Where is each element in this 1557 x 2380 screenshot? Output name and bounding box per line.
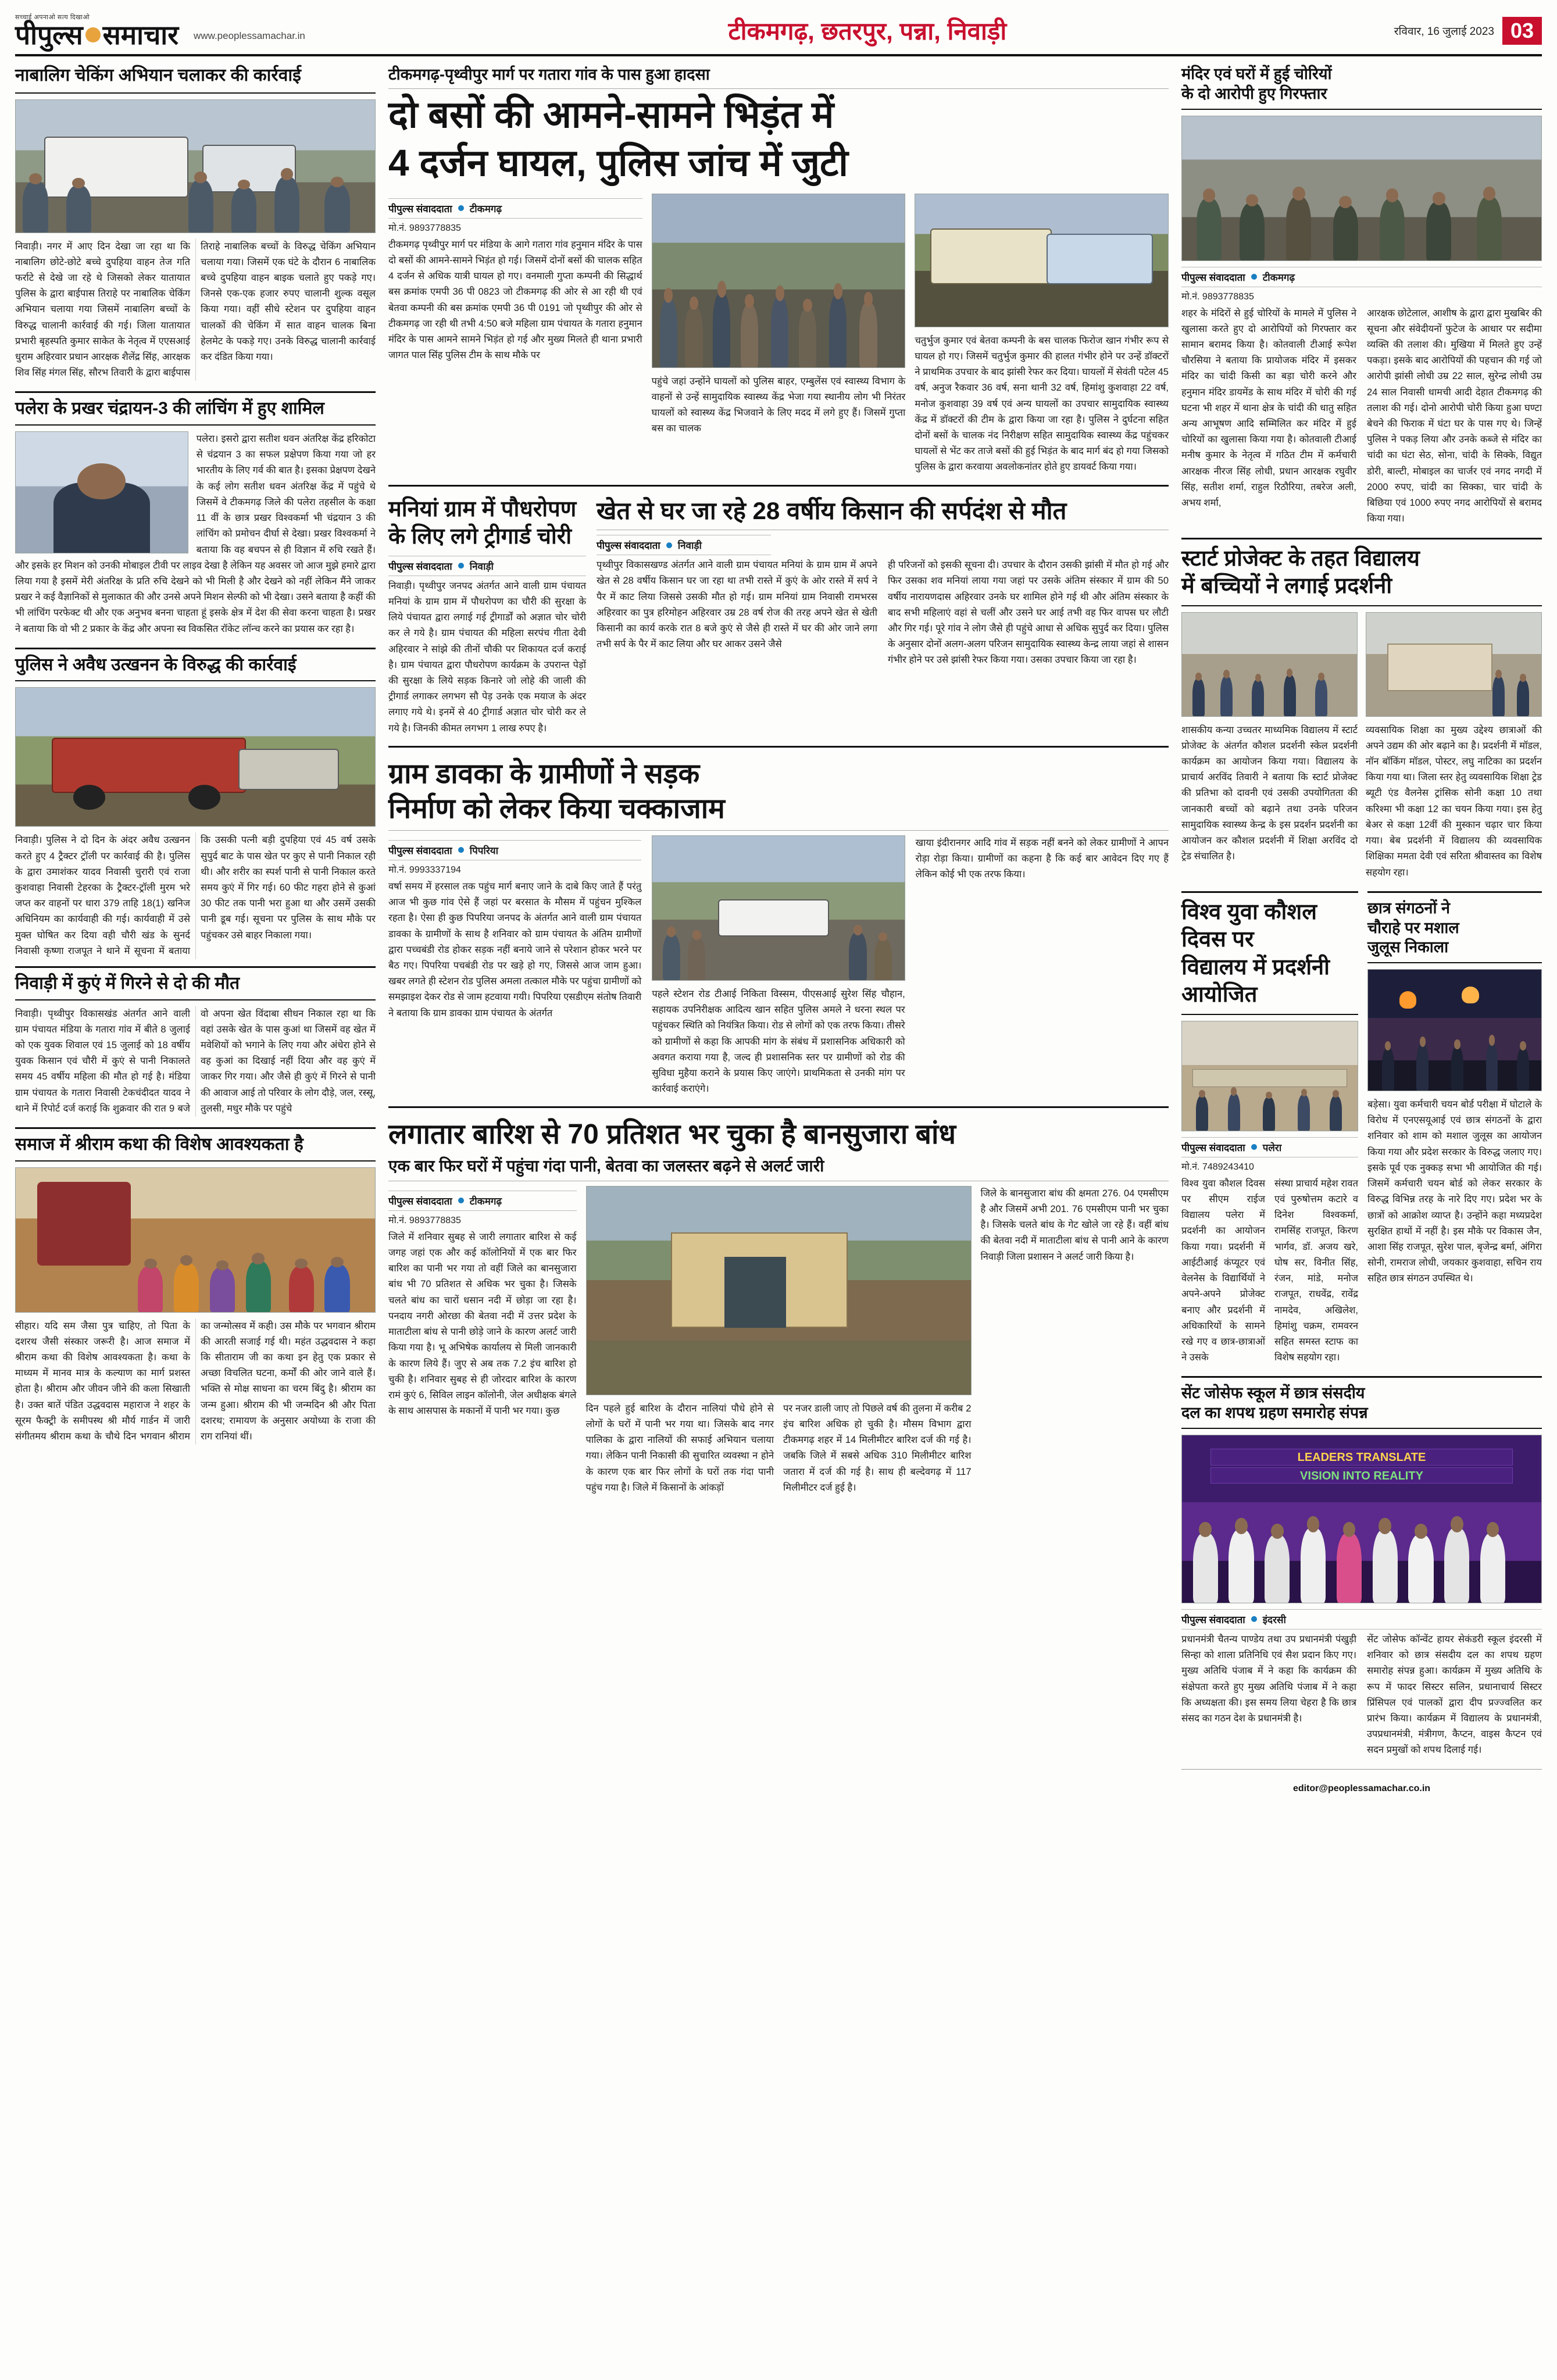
byline-location: निवाड़ी bbox=[469, 560, 494, 572]
article-body: निवाड़ी। नगर में आए दिन देखा जा रहा था कि नाबालिग छोटे-छोटे बच्चे दुपहिया वाहन तेज गति फर्राटे से देखे जा रहे थे जिसको लेकर यातायात पुलिस के द्वारा बाईपास तिराहे पर नाबालिक चेकिंग अभियान चलाया गया जिसमें नाबालिग बच्चों के विरुद्ध चालानी कार्रवाई की गई। जिला यातायात प्रभारी बृहस्पति कुमार साकेत के नेतृत्व में एएसआई धुराम अहिरवार प्रधान आरक्षक शैलेंद्र सिंह, आरक्षक शिव सिंह मंगल सिंह, सौरभ तिवारी के द्वारा बाईपास तिराहे नाबालिक बच्चों के विरुद्ध चेकिंग अभियान चलाया गया। जिसमें एक घंटे के दौरान 6 नाबालिक बच्चे दुपहिया वाहन बाइक चलाते हुए पकड़े गए। जिनसे एक-एक हजार रुपए चालानी शुल्क वसूल किया गया। वहीं सीधे स्टेशन पर दुपहिया वाहन चालकों की चेकिंग में सात वाहन चालक बिना हेलमेट के पकड़े गए। उनके विरुद्ध चालानी कार्रवाई कर दंडित किया गया। bbox=[15, 241, 376, 378]
page-grid bbox=[15, 65, 1542, 1797]
byline-mobile: मो.नं. 9893778835 bbox=[1181, 291, 1254, 302]
photo-torch-procession bbox=[1367, 969, 1542, 1091]
article-body-col1: शासकीय कन्या उच्चतर माध्यमिक विद्यालय में स्टार्ट प्रोजेक्ट के अंतर्गत कौशल प्रदर्शनी स्केल प्रदर्शनी कार्यक्रम का आयोजन किया गया। विद्यालय के प्राचार्य अरविंद तिवारी ने बताया कि स्टार्ट प्रोजेक्ट की प्रतिभा को दावनी एवं उसकी उपयोगितता की जानकारी बच्चों को बढ़ाने तथा उनके परिजन सामुदायिक स्वास्थ्य केन्द्र के इस प्रदर्शन प्रदर्शनी का आयोजन कर कौशल प्रदर्शनी में शिक्षा अरविंद दो ट्रेड संचालित है। bbox=[1181, 724, 1358, 862]
byline bbox=[388, 556, 586, 576]
sub-headline: एक बार फिर घरों में पहुंचा गंदा पानी, बेतवा का जलस्तर बढ़ने से अलर्ट जारी bbox=[388, 1157, 824, 1175]
byline bbox=[1181, 267, 1542, 287]
right-column bbox=[1181, 65, 1542, 1797]
byline bbox=[1181, 1137, 1358, 1157]
sub-headline: निवाड़ी में कुएं में गिरने से दो की मौत bbox=[15, 966, 376, 1000]
photo-bus-accident bbox=[915, 194, 1169, 327]
byline-mobile: मो.नं. 9993337194 bbox=[388, 864, 461, 875]
article-body-col1: टीकमगढ़ पृथ्वीपुर मार्ग पर मंडिया के आगे गतारा गांव हनुमान मंदिर के पास दो बसों की आमने-सामने भिड़ंत हो गई। जिसमें दोनों बसों की चालक सहित 4 दर्जन से अधिक यात्री घायल हो गए। वनमाली गुप्ता कम्पनी की सिद्धार्थ बस क्रमांक एमपी 36 पी 0823 जो टीकमगढ़ की ओर से आ रही थी एवं बेतवा कम्पनी की बस क्रमांक एमपी 36 पी 0191 जो पृथ्वीपुर की ओर से टीकमगढ़ जा रही थी तभी 4:50 बजे महिला ग्राम पंचायत के गतारा हनुमान मंदिर के पास आमने सामने भिड़ंत हो गई और मुख्य मिलते ही थाना प्रभारी जागत पाल सिंह पुलिस टीम के साथ मौके पर bbox=[388, 239, 642, 361]
byline-author: पीपुल्स संवाददाता bbox=[388, 560, 452, 572]
headline-line-1: विश्व युवा कौशल दिवस पर bbox=[1181, 891, 1358, 954]
middle-column bbox=[388, 65, 1169, 1797]
byline-location: निवाड़ी bbox=[677, 540, 702, 552]
photo-road-blockade bbox=[652, 835, 905, 981]
article-body-col1: पृथ्वीपुर विकासखण्ड अंतर्गत आने वाली ग्राम पंचायत मनियां के ग्राम ग्राम में अपने खेत से 28 वर्षीय किसान घर जा रहा था तभी रास्ते में कुएं के ओर रास्ते में सर्प ने पैर में काट लिया जिससे उसकी मौत हो गई। ग्राम मनियां ग्राम निवासी रामभरस अहिरवार का पुत्र हरिमोहन अहिरवार उम्र 28 वर्ष रोज की तरह अपने खेत से खेती किसानी का कार्य करके रात 8 बजे कुएं से जैसे ही रास्ते में घर की ओर जाने लगा तभी सर्प के पैर में काट लिया और घर आकर उसने जैसे bbox=[597, 560, 877, 650]
byline-bullet-icon bbox=[458, 205, 464, 211]
byline-location: पिपरिया bbox=[469, 845, 499, 856]
article-body: सीहार। यदि सम जैसा पुत्र चाहिए, तो पिता के दशरथ जैसी संस्कार जरूरी है। आज समाज में श्रीराम कथा की विशेष आवश्यकता है। कथा के माध्यम में मानव मात्र के कल्याण का मार्ग प्रशस्त होता है। श्रीराम और जीवन जीने की कला सिखाती है। उक्त बातें पंडित उद्धवदास महाराज ने शहर के सूरम फैक्ट्री के समीपस्थ श्री मौर्य गार्डन में जारी संगीतमय श्रीराम कथा के चौथे दिन भगवान श्रीराम का जन्मोत्सव में कही। उस मौके पर भगवान श्रीराम की आरती सजाई गई थी। महंत उद्धवदास ने कहा कि सीताराम जी का कथा इन हेतु एक प्रकार से अच्छा विचलित घटना, कर्मों की ओर जाने वाले हैं। भक्ति से मोक्ष साधना का चरम बिंदु है। श्रीराम का जन्म हुआ। श्रीराम की भी जन्मदिन श्री और पिता दशरथ; रामायण के अनुसार अयोध्या के राजा की राग रानियां थीं। bbox=[15, 1320, 376, 1442]
article-illegal-mining bbox=[15, 648, 376, 1117]
article-bus-accident bbox=[388, 65, 1169, 476]
byline-mobile: मो.नं. 7489243410 bbox=[1181, 1162, 1254, 1172]
article-body-col2: आरक्षक छोटेलाल, आशीष के द्वारा द्वारा मुखबिर की सूचना और संवेदीयनों फुटेज के आधार पर सदीमा व्यक्ति की तलाश की। मुखिया में मिलते हुए उन्हें पकड़ा। इसके बाद आरोपियों की पहचान की गई जो आरोपी झांसी लोधी उम्र 22 साल, सुरेन्द्र लोधी उम्र 24 साल निवासी धामची आदी देहात टीकमगढ़ की तलाश की गई। दोनो आरोपी चोरी किया हुआ घण्टा बेचने की फिराक में घंटा घर के पास गए थे। जिन्हें पुलिस ने पकड़ लिया और उनके कब्जे से मंदिर का चांदी का घंटा सेठ, सोना, चांदी के सिक्के, विद्युत डोरी, बाल्टी, मोबाइल का चार्जर एवं नगद नगदी में 2000 रुपए, चांदी का सिक्का, चार चांदी के बिछिया एवं 1000 रुपए नगद आरोपियों से बरामद किया गया। bbox=[1367, 308, 1542, 524]
editor-email[interactable]: editor@peoplessamachar.co.in bbox=[1292, 1783, 1431, 1793]
byline bbox=[1181, 1609, 1542, 1629]
masthead bbox=[15, 13, 1542, 56]
article-road-blockade bbox=[388, 757, 1169, 1098]
headline: मनियां ग्राम में पौधरोपण के लिए लगे ट्रीगार्ड चोरी bbox=[388, 496, 577, 549]
byline-location: टीकमगढ़ bbox=[469, 1195, 502, 1207]
logo-tagline: सच्चाई अपनाओ सत्य दिखाओ bbox=[15, 14, 90, 21]
article-body: निवाड़ी। पुलिस ने दो दिन के अंदर अवैध उत्खनन करते हुए 4 ट्रैक्टर ट्रॉली पर कार्रवाई की है। पुलिस के द्वारा उमाशंकर यादव निवासी चुरारी एवं राजा कुशवाहा निवासी टेहरका के ट्रैक्टर-ट्रॉली मुरम भरे जप्त कर वाहनों पर धारा 379 ताहि 18(1) खनिज अधिनियम का कार्यवाही की गई। कार्यवाही में उसे मुक्त घोषित कर दिया वही चौरी खंड के सुनर्द निवासी कृष्णा राजपूत ने थाने में सूचना में बताया कि उसकी पत्नी बड़ी दुपहिया एवं 45 वर्ष उसके सुपुर्द बाट के पास खेत पर कुए से पानी निकाल रही थी। और शरीर का स्पर्श पानी से पानी निकाल करते समय कुएं में गिर गई। 60 फीट गहरा होने से कुआं 30 फीट तक पानी भरा हुआ था और उसमें उसकी पानी डूब गई। सूचना पर पुलिस के साथ मौके पर पहुंचकर उसे बाहर निकाला गया। bbox=[15, 835, 376, 956]
byline-location: इंदरसी bbox=[1262, 1614, 1286, 1625]
article-body: पलेरा। इसरो द्वारा सतीश धवन अंतरिक्ष केंद्र हरिकोटा से चंद्रयान 3 का सफल प्रक्षेपण किया गया जो हर भारतीय के लिए गर्व की बात है। इसका प्रेक्षपण देखने के कई लोग सतीश धवन अंतरिक्ष केंद्र में पहुंचे थे जिसमें वे टीकमगढ़ जिले की पलेरा तहसील के कक्षा 11 वीं के छात्र प्रखर विश्वकर्मा भी चंद्रयान 3 की लांचिंग को प्रमोचन दीर्घा से देखा। प्रखर विश्वकर्मा ने बताया कि वह बचपन से ही विज्ञान में रुचि रखते हैं। और इसके हर मिशन को उनकी मोबाइल टीवी पर लाइव देखा है लेकिन यह अवसर जो आज मुझे हमारे द्वारा लिया गया है इसमें मेरी अंतरिक्ष के प्रति रुचि देखने को भी मिली है और देखने को नहीं लेकिन मैंने जाकर प्रखर ने कई वैज्ञानिकों से मुलाकात की और उनसे अपने मिशन सेल्फी को भी देखा। उसने बताया है कहीं की भी लांचिंग परफेक्ट थी और एक अनुभव बनना चाहता हूं इसके क्षेत्र में देश की सेवा करना चाहता है। प्रखर ने बताया कि वो भी 2 प्रकार के केंद्र और अपना स्व विकसित रॉकेट लॉन्च करने का प्रयास कर रहा है। bbox=[15, 433, 376, 634]
headline-line-2: चौराहे पर मशाल bbox=[1367, 919, 1459, 937]
headline-line-2: निर्माण को लेकर किया चक्काजाम bbox=[388, 793, 725, 824]
headline-line-2: के दो आरोपी हुए गिरफ्तार bbox=[1181, 84, 1542, 110]
article-stjoseph-oath bbox=[1181, 1376, 1542, 1758]
article-body-col3: चतुर्भुज कुमार एवं बेतवा कम्पनी के बस चालक फिरोज खान गंभीर रूप से घायल हो गए। जिसमें चतुर्भुज कुमार की हालत गंभीर होने पर उन्हें डॉक्टरों ने प्राथमिक उपचार के बाद झांसी रेफर कर दिया। घायलों में सेवंती पटेल 45 वर्ष, अनुज रैकवार 36 वर्ष, सना थानी 32 वर्ष, हिमांशु कुशवाहा 22 वर्ष, मनोज कुशवाहा 39 वर्ष एवं अन्य घायलों का उपचार सामुदायिक स्वास्थ्य केंद्र में डॉक्टरों की टीम के द्वारा किया जा रहा है। पुलिस ने दुर्घटना सहित दोनों बसों के चालक नंद निरीक्षण सहित सामुदायिक स्वास्थ्य केंद्र पहुंचकर घायलों से भेंट कर ताजे बसों की हुई भिड़ंत के बाद मार्ग बंद हो गया जिसको पुलिस के द्वारा करवाया अवलोकनांतर होते हुए डायवर्ट किया गया। bbox=[915, 335, 1169, 473]
article-body-col2: ही परिजनों को इसकी सूचना दी। उपचार के दौरान उसकी झांसी में मौत हो गई और फिर उसका शव मनियां लाया गया जहां पर उसके अंतिम संस्कार में ग्राम की 50 वर्षीय नारायणदास अहिरवार उनके घर शामिल होने गई थी और अंतिम संस्कार के बाद सभी महिलाएं वहां से चलीं और उसने घर आई तभी वह फिर वापस घर लौटी और गिर गई। पूरे गांव ने लोग जैसे ही पहुंचे आधा से अधिक सुपुर्द कर दिया। पुलिस के अनुसार दोनों अलग-अलग परिजन सामुदायिक स्वास्थ्य केन्द्र लाया जहां से शासन गंभीर होने पर उसे झांसी रेफर किया गया। उसका उपचार किया जा रहा है। bbox=[888, 560, 1169, 666]
article-body-col3: खाया इंदीरानगर आदि गांव में सड़क नहीं बनने को लेकर ग्रामीणों ने आपन रोड़ा रोड़ा किया। ग्रामीणों का कहना है कि कई बार आवेदन दिए गए हैं लेकिन कोई भी एक तरफ किया। bbox=[915, 837, 1169, 880]
photo-tractor-trolley bbox=[15, 687, 376, 827]
article-torch-procession bbox=[1367, 891, 1542, 1366]
article-body-secondary: निवाड़ी। पृथ्वीपुर विकासखंड अंतर्गत आने वाली ग्राम पंचायत मंडिया के गतारा गांव में बीते 8 जुलाई को एक युवक शिवाल एवं 15 जुलाई को 18 वर्षीय युवक किसान एवं चौरी में कुएं से पानी निकालते समय 45 वर्षीय महिला की मौत हो गई है। मंडिया ग्राम पंचायत के गतारा निवासी टेकचंदीदत यादव ने थाने में रिपोर्ट दर्ज कराई कि शुक्रवार की रात 9 बजे वो अपना खेत विंदाबा सीधन निकाल रहा था कि वहां उसके खेत के पास कुआं था जिसमें वह खेत में मवेशियों को भगाने के लिए गया और अंधेरा होने से वह कुआं का दिखाई नहीं दिया और वह कुएं में जाकर गिर गया। और जैसे ही कुएं में गिरने से पानी की आवाज आई तो परिवार के लोग दौड़े, जल, रस्सू, तुलसी, मधुर मौके पर पहुंचे bbox=[15, 1008, 376, 1114]
article-body-col1: विश्व युवा कौशल दिवस पर सीएम राईज विद्यालय पलेरा में प्रदर्शनी का आयोजन किया गया। प्रदर्शनी में आईटीआई कंप्यूटर एवं वेलनेस के विद्यार्थियों ने अपने-अपने प्रोजेक्ट बनाए और प्रदर्शनी में अधिकारियों के सामने रखे गए व छात्र-छात्राओं ने उसके bbox=[1181, 1178, 1265, 1363]
headline: लगातार बारिश से 70 प्रतिशत भर चुका है बानसुजारा बांध bbox=[388, 1119, 956, 1150]
article-chandrayaan bbox=[15, 391, 376, 637]
website-url[interactable]: www.peoplessamachar.in bbox=[194, 30, 305, 41]
article-body: निवाड़ी। पृथ्वीपुर जनपद अंतर्गत आने वाली ग्राम पंचायत मनियां के ग्राम ग्राम में पौधरोपण का चौरी की सुरक्षा के लिये पंचायत द्वारा लगाई गई ट्रीगार्डों को अज्ञात चोर चोरी कर ले गये है। ग्राम पंचायत की महिला सरपंच गीता देवी अहिरवार ने सांझे की तीनों चौकी पर शिकायत दर्ज कराई है। ग्राम पंचायत द्वारा पौधरोपण कार्यक्रम के उपरान्त पेड़ों की सुरक्षा के लिये सड़क किनारे जो लोहे की जाली की ट्रीगार्ड लगाकर लगभग सौ पेड़ उनके एक मयाज के अंदर लगाए गये थे। इनमें से 40 ट्रीगार्ड अज्ञात चोर चोरी कर ले गये है। जिनकी कीमत लगभग 1 लाख रुपए है। bbox=[388, 580, 586, 734]
kicker: टीकमगढ़-पृथ्वीपुर मार्ग पर गतारा गांव के पास हुआ हादसा bbox=[388, 66, 710, 83]
byline-author: पीपुल्स संवाददाता bbox=[388, 845, 452, 856]
article-body: बड़ेसा। युवा कर्मचारी चयन बोर्ड परीक्षा में घोटाले के विरोध में एनएसयूआई एवं छात्र संगठनों के द्वारा शनिवार को शाम को मशाल जुलूस का आयोजन किया गया और प्रदेश सरकार के विरुद्ध जलाए गए। इसके पूर्व एक नुक्कड़ सभा भी आयोजित की गई। जिसमें कर्मचारी चयन बोर्ड को लेकर सरकार के विरुद्ध विभिन्न तरह के नारे दिए गए। प्रदेश भर के छात्रों को आक्रोश व्याप्त है। उन्होंने कहा मध्यप्रदेश सुरक्षित हाथों में नहीं है। इस मौके पर विकास जैन, आशा सिंह राजपूत, सुरेश पाल, बृजेन्द्र बर्मा, अंगिरा सोनी, रामराज लोधी, जयकार कुशवाहा, सचिन राय सहित छात्र संगठन उपस्थित थे। bbox=[1367, 1099, 1542, 1284]
byline-mobile: मो.नं. 9893778835 bbox=[388, 1215, 461, 1225]
headline-line-2: 4 दर्जन घायल, पुलिस जांच में जुटी bbox=[388, 141, 848, 184]
photo-student-portrait bbox=[15, 431, 188, 553]
photo-ram-katha-gathering bbox=[15, 1167, 376, 1313]
headline-line-1: दो बसों की आमने-सामने भिड़ंत में bbox=[388, 94, 834, 136]
article-body-col1: वर्षा समय में हरसाल तक पहुंच मार्ग बनाए जाने के दाबे किए जाते हैं परंतु आज भी कुछ गांव ऐसे हैं जहां पर बरसात के मौसम में पहुंचन मुश्किल रहता है। ऐसा ही कुछ पिपरिया जनपद के अंतर्गत आने वाली ग्राम पंचायत डावका के ग्रामीणों के साथ है शनिवार को ग्राम पंचायत के अंतिम ग्रामीणों द्वारा पच्चबंडी रोड होकर सड़क नहीं बनाये जाने से परेशान होकर भरने पर बैठ गए। पिपरिया पचबंडी रोड पर खड़े हो गए, जिससे आज जाम हुआ। खबर लगते ही स्टेशन रोड पुलिस अमला तत्काल मौके पर पहुंचा ग्रामीणों को समझाइश देकर रोड से जाम हटवाया गयी। पिपरिया एसडीएम संतोष तिवारी ने बताया कि ग्राम डावका ग्राम पंचायत के अंतर्गत bbox=[388, 881, 642, 1019]
logo-primary-text: पीपुल्स bbox=[15, 20, 83, 50]
headline: खेत से घर जा रहे 28 वर्षीय किसान की सर्पदंश से मौत bbox=[597, 496, 1067, 524]
right-lower-block bbox=[1181, 891, 1542, 1366]
byline-author: पीपुल्स संवाददाता bbox=[1181, 271, 1245, 283]
article-temple-theft-arrest bbox=[1181, 65, 1542, 527]
photo-flooded-house bbox=[586, 1186, 972, 1395]
article-body-col3: पर नजर डाली जाए तो पिछले वर्ष की तुलना में करीब 2 इंच बारिश अधिक हो चुकी है। मौसम विभाग द्वारा टीकमगढ़ शहर में 14 मिलीमीटर बारिश दर्ज की गई है। जबकि जिले में सबसे अधिक 310 मिलीमीटर बारिश जतारा में दर्ज की गई है। साथ ही बल्देवगढ़ में 117 मिलीमीटर दर्ज हुई है। bbox=[783, 1403, 972, 1493]
headline: नाबालिग चेकिंग अभियान चलाकर की कार्रवाई bbox=[15, 65, 376, 94]
logo-dot-icon bbox=[85, 27, 101, 42]
article-start-project-exhibition bbox=[1181, 538, 1542, 881]
byline-mobile: मो.नं. 9893778835 bbox=[388, 223, 461, 233]
headline: पुलिस ने अवैध उत्खनन के विरुद्ध की कार्रवाई bbox=[15, 648, 376, 682]
edition-title: टीकमगढ़, छतरपुर, पन्ना, निवाड़ी bbox=[728, 17, 1007, 45]
byline-location: टीकमगढ़ bbox=[469, 203, 502, 215]
byline-location: पलेरा bbox=[1262, 1142, 1282, 1153]
headline-line-2: दल का शपथ ग्रहण समारोह संपन्न bbox=[1181, 1403, 1542, 1429]
headline: पलेरा के प्रखर चंद्रायन-3 की लांचिंग में हुए शामिल bbox=[15, 391, 376, 426]
headline-line-1: मंदिर एवं घरों में हुई चोरियों bbox=[1181, 65, 1332, 83]
article-bansujara-dam bbox=[388, 1117, 1169, 1496]
headline-line-1: छात्र संगठनों ने bbox=[1367, 891, 1542, 919]
headline: समाज में श्रीराम कथा की विशेष आवश्यकता है bbox=[15, 1127, 376, 1162]
article-body-col2: संस्था प्राचार्य महेश रावत एवं पुरुषोत्तम कटारे व दिनेश विश्वकर्मा, रामसिंह राजपूत, किरण भार्गव, डॉ. अजय खरे, घोष सर, विनीत सिंह, रंजन, मांडे, मनोज राजपूत, राधवेंद्र, रावेंद्र नामदेव, अखिलेश, हिमांशु चक्रम, रामवरन सहित समस्त स्टाफ का विशेष सहयोग रहा। bbox=[1274, 1178, 1358, 1363]
publication-date: रविवार, 16 जुलाई 2023 bbox=[1394, 25, 1494, 38]
article-world-skill-day bbox=[1181, 891, 1358, 1366]
byline-bullet-icon bbox=[666, 542, 672, 548]
byline-bullet-icon bbox=[1251, 1616, 1257, 1622]
banner-line-2: VISION INTO REALITY bbox=[1210, 1467, 1512, 1484]
byline bbox=[597, 535, 771, 555]
article-body-col1: प्रधानमंत्री चैतन्य पाण्डेय तथा उप प्रधानमंत्री पंखुड़ी सिन्हा को शाला प्रतिनिधि एवं सैश प्रदान किए गए। मुख्य अतिथि पंजाब में ने कहा कि कार्यक्रम की संक्षेपता करते हुए मुख्य अतिथि पंजाब में ने कहा कि अध्यक्षता की। इस समय लिया चेहरा है कि छात्र संसद का गठन देश के प्रधानमंत्री है। bbox=[1181, 1634, 1356, 1724]
headline-line-1: ग्राम डावका के ग्रामीणों ने सड़क bbox=[388, 758, 700, 789]
byline-bullet-icon bbox=[458, 563, 464, 569]
byline-author: पीपुल्स संवाददाता bbox=[1181, 1142, 1245, 1153]
article-treeguard-theft bbox=[388, 496, 586, 737]
photo-stage-ceremony bbox=[1181, 1435, 1542, 1603]
article-snakebite-death bbox=[597, 496, 1169, 737]
photo-police-vehicle-check bbox=[15, 99, 376, 233]
byline bbox=[388, 840, 641, 860]
article-body-col2: व्यवसायिक शिक्षा का मुख्य उद्देश्य छात्राओं की अपने उद्यम की ओर बढ़ाने का है। प्रदर्शनी में मॉडल, नॉन बॉकिंग मॉडल, पोस्टर, लघु नाटिका का प्रदर्शन किया गया था। जिला स्तर हेतु व्यवसायिक शिक्षा ट्रेड ब्यूटी एंड वैलनेस ट्रांसिक सोनी कक्षा 10 तथा करिश्मा भी कक्षा 12 का चयन किया गया। इस हेतु बेअर से कक्षा 12वीं की मुस्कान चढ़ार चार किया गया। बेब प्रदर्शनी में विद्यालय की व्यवसायिक शिक्षिका ममता देवी एवं सरिता श्रीवास्तव का विशेष सहयोग रहा। bbox=[1366, 724, 1542, 878]
article-body-col2: पहले स्टेशन रोड टीआई निकिता विस्सम, पीएसआई सुरेश सिंह चौहान, सहायक उपनिरीक्षक आदित्य खान सहित पुलिस अमले ने धरना स्थल पर पहुंचकर स्थिति को नियंत्रित किया। रोड से लोगों को एक तरफ किया। तीसरे को ग्रामीणों से कहा कि आपकी मांग के संबंध में प्रशासनिक अधिकारी को अवगत कराया गया है, जल्द ही प्रशासनिक स्तर पर ग्रामीणों को रोड की सुविधा मुहैया कराने के प्रयास किए जाएंगे। प्राथमिकता से उनकी मांग पर कार्रवाई कराएंगे। bbox=[652, 988, 905, 1095]
photo-injured-crowd bbox=[652, 194, 906, 368]
headline-line-2: विद्यालय में प्रदर्शनी आयोजित bbox=[1181, 954, 1358, 1015]
date-block bbox=[1394, 17, 1542, 45]
byline-author: पीपुल्स संवाददाता bbox=[1181, 1614, 1245, 1625]
byline-bullet-icon bbox=[1251, 274, 1257, 280]
photo-girls-exhibition-1 bbox=[1181, 612, 1358, 717]
headline-line-2: में बच्चियों ने लगाई प्रदर्शनी bbox=[1181, 573, 1542, 606]
publication-logo bbox=[15, 13, 341, 48]
left-column bbox=[15, 65, 376, 1797]
headline-line-3: जुलूस निकाला bbox=[1367, 938, 1542, 963]
byline-author: पीपुल्स संवाददाता bbox=[597, 540, 660, 552]
byline-author: पीपुल्स संवाददाता bbox=[388, 203, 452, 215]
banner-line-1: LEADERS TRANSLATE bbox=[1210, 1449, 1512, 1466]
article-body-col2: दिन पहले हुई बारिश के दौरान नालियां पौधे होने से लोगों के घरों में पानी भर गया था। जिसके बाद नगर पालिका के द्वारा नालियों की सफाई अभियान चलाया गया। लेकिन पानी निकासी की सुचारित व्यवस्था न होने के कारण एक बार फिर लोगों के घरों तक गंदा पानी पहुंच गया है। जिले में किसानों के आंकड़ों bbox=[585, 1403, 774, 1493]
headline-line-1: सेंट जोसेफ स्कूल में छात्र संसदीय bbox=[1181, 1376, 1542, 1403]
logo-secondary-text: समाचार bbox=[102, 20, 179, 50]
photo-girls-exhibition-2 bbox=[1366, 612, 1542, 717]
photo-police-accused bbox=[1181, 116, 1542, 261]
article-body-col4: जिले के बानसुजारा बांध की क्षमता 276. 04 एमसीएम है और जिसमें अभी 201. 76 एमसीएम पानी भर चुका है। जिसके चलते बांध के गेट खोले जा रहे हैं। वहीं बांध की बेतवा नदी में माताटीला बांध से पानी आने के कारण निवाड़ी जिला प्रशासन ने अलर्ट जारी किया है। bbox=[980, 1188, 1169, 1262]
byline-bullet-icon bbox=[1251, 1144, 1257, 1150]
article-body-col1: जिले में शनिवार सुबह से जारी लगातार बारिश से कई जगह जहां एक और कई कॉलोनियों में एक बार फिर बारिश का पानी भर गया तो वहीं जिले का बानसुजारा बांध भी 70 प्रतिशत से अधिक भर चुका है। जिसके चलते बांध का चारों धसान नदी में छोड़ा जा रहा है। पनदाय नगरी ओरछा की बेतवा नदी में उत्तर प्रदेश के माताटीला बांध से पानी छोड़े जाने के कारण अलर्ट जारी किया गया है। भू अभिषेक कार्यालय से मिली जानकारी के कारण लिये हैं। जुए से अब तक 7.2 इंच बारिश हो चुकी है। शनिवार सुबह से ही जोरदार बारिश के कारण रामं कुएं 6, सिविल लाइन कॉलोनी, जेल अधीक्षक बंगले के साथ आसपास के मकानों में पानी भर गया। कुछ bbox=[388, 1231, 577, 1417]
byline-author: पीपुल्स संवाददाता bbox=[388, 1195, 452, 1207]
byline-bullet-icon bbox=[458, 1198, 464, 1203]
byline-bullet-icon bbox=[458, 847, 464, 853]
article-body-col2: सेंट जोसेफ कॉन्वेंट हायर सेकंडरी स्कूल इंदरसी में शनिवार को छात्र संसदीय दल का शपथ ग्रहण समारोह संपन्न हुआ। कार्यक्रम में मुख्य अतिथि के रूप में फादर सिस्टर सलिन, प्रधानाचार्य सिस्टर प्रिंसिपल एवं पालकों द्वारा दीप प्रज्ज्वलित कर प्रारंभ किया। कार्यक्रम में विद्यालय के प्रधानमंत्री, उपप्रधानमंत्री, मंत्रीगण, कैप्टन, वाइस कैप्टन एवं सदन प्रमुखों को शपथ दिलाई गई। bbox=[1367, 1634, 1542, 1756]
article-nabalig-checking bbox=[15, 65, 376, 381]
byline bbox=[388, 198, 642, 219]
page-number: 03 bbox=[1502, 17, 1542, 45]
byline-location: टीकमगढ़ bbox=[1262, 271, 1295, 283]
article-body-col1: शहर के मंदिरों से हुई चोरियों के मामले में पुलिस ने खुलासा करते हुए दो आरोपियों को गिरफ्तार कर सामान बरामद किया है। कोतवाली टीआई रूपेश चौरसिया ने बताया कि प्रायोजक मंदिर में इसकर मंदिर का चांदी किसी का बड़ा चोरी करने और हनुमान मंदिर डायमेंड के साथ मंदिर में चोरी की गई घटना भी शहर में थाना क्षेत्र के चांदी की धातु सहित अन्य आभूषण आदि सम्मिलित कर मंदिर में हुई चोरियों का खुलासा किया गया है। कोतवाली टीआई मनीष कुमार के नेतृत्व में गठित टीम में कर्मचारी आरक्षक नीरज सिंह लोधी, प्रधान आरक्षक रघुवीर सिंह, सतीश शर्मा, राहुल रिठौरिया, तबरेज अली, अभय शर्मा, bbox=[1181, 308, 1356, 509]
article-ram-katha bbox=[15, 1127, 376, 1445]
byline bbox=[388, 1191, 577, 1211]
headline-line-1: स्टार्ट प्रोजेक्ट के तहत विद्यालय bbox=[1181, 538, 1542, 573]
article-body-col2: पहुंचे जहां उन्होंने घायलों को पुलिस बाहर, एम्बुलेंस एवं स्वास्थ्य विभाग के वाहनों से उन्हें सामुदायिक स्वास्थ्य केंद्र भेजा गया स्थानीय लोग भी निरंतर घायलों को स्वास्थ्य केंद्र भिजवाने के लिए मदद में लगे हुए हैं। जिसमें गुप्ता बस का चालक bbox=[651, 376, 906, 434]
photo-school-exhibition bbox=[1181, 1021, 1358, 1131]
